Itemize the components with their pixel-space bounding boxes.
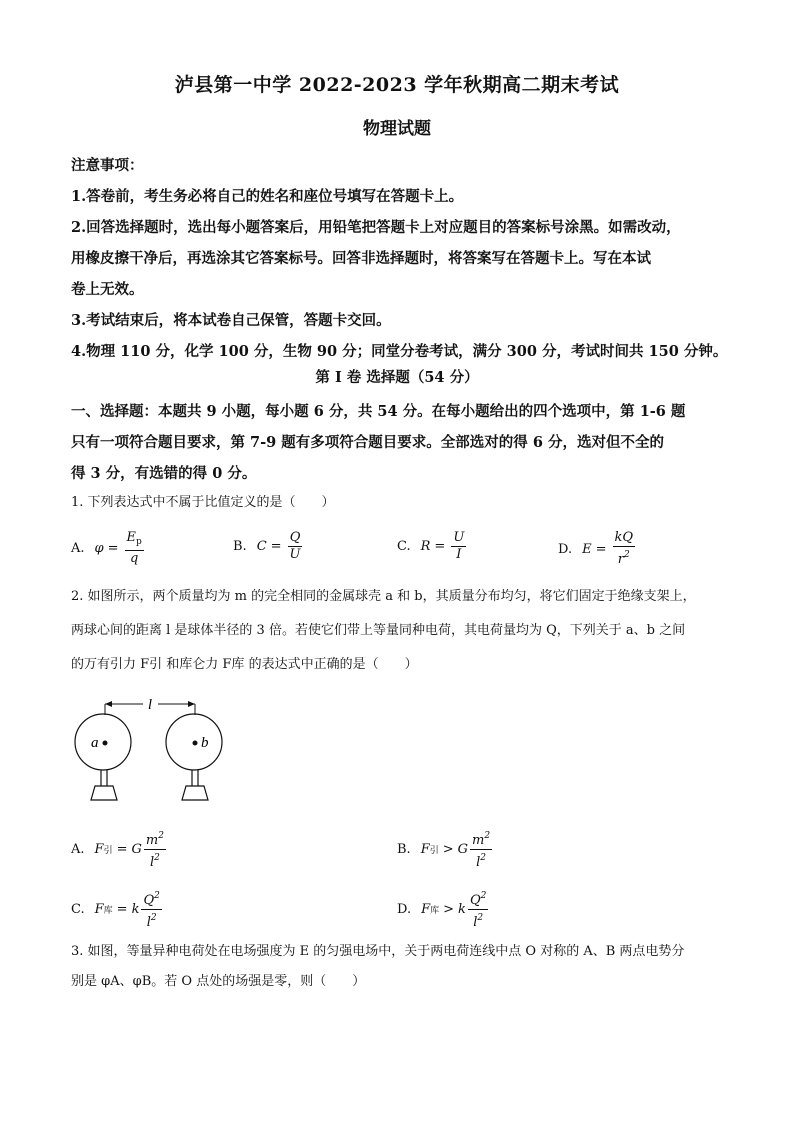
- q1-option-a[interactable]: A. φ = $\frac{E_p}{q}$: [71, 530, 142, 566]
- fraction: $\frac{kQ}{r^2}$: [614, 530, 634, 567]
- stand-a: [91, 786, 117, 800]
- notes-line: 1.答卷前，考生务必将自己的姓名和座位号填写在答题卡上。: [71, 188, 464, 205]
- q2-option-c[interactable]: C. F 库 = k $\frac{Q^2}{l^2}$: [71, 888, 164, 931]
- label-l: l: [147, 697, 153, 713]
- section-title: 第 I 卷 选择题（54 分）: [315, 369, 479, 386]
- arrow-left-icon: [105, 701, 112, 707]
- arrow-right-icon: [188, 701, 195, 707]
- fraction: $\frac{Q^2}{l^2}$: [468, 888, 488, 931]
- two-spheres-figure: [70, 690, 230, 805]
- section-instructions: [71, 396, 731, 489]
- q2-stem-line: 的万有引力 F引 和库仑力 F库 的表达式中正确的是（ ）: [71, 657, 418, 672]
- notes-line: 卷上无效。: [71, 281, 144, 298]
- label-b: b: [201, 735, 209, 751]
- q3-stem-line: 3. 如图，等量异种电荷处在电场强度为 E 的匀强电场中，关于两电荷连线中点 O 对称的 A、B 两点电势分: [71, 944, 685, 959]
- instruction-line: 只有一项符合题目要求，第 7-9 题有多项符合题目要求。全部选对的得 6 分，选对但不全的: [71, 434, 664, 451]
- q2-option-a[interactable]: A. F 引 = G $\frac{m^2}{l^2}$: [71, 828, 168, 871]
- q1-option-c[interactable]: C. R = $\frac{U}{I}$: [397, 530, 465, 562]
- fraction: $\frac{E_p}{q}$: [126, 530, 142, 566]
- q2-stem-line: 2. 如图所示，两个质量均为 m 的完全相同的金属球壳 a 和 b，其质量分布均匀，将它们固定于绝缘支架上，: [71, 589, 696, 604]
- q1-stem: 1. 下列表达式中不属于比值定义的是（ ）: [71, 495, 335, 510]
- instruction-line: 得 3 分，有选错的得 0 分。: [71, 465, 257, 482]
- fraction: $\frac{U}{I}$: [453, 530, 465, 562]
- notes-heading: 注意事项：: [71, 157, 144, 174]
- fraction: $\frac{Q}{U}$: [289, 530, 301, 562]
- page-subtitle: 物理试题: [363, 119, 431, 139]
- notes-line: 4.物理 110 分，化学 100 分，生物 90 分；同堂分卷考试，满分 300 分，考试时间共 150 分钟。: [71, 343, 728, 360]
- notes-block: [71, 150, 731, 367]
- instruction-line: 一、选择题：本题共 9 小题，每小题 6 分，共 54 分。在每小题给出的四个选项中，第 1-6 题: [71, 403, 686, 420]
- fraction: $\frac{m^2}{l^2}$: [470, 828, 492, 871]
- q3-stem-line: 别是 φA、φB。若 O 点处的场强是零，则（ ）: [71, 974, 366, 989]
- page-title: 泸县第一中学 2022-2023 学年秋期高二期末考试: [174, 74, 620, 96]
- notes-line: 用橡皮擦干净后，再选涂其它答案标号。回答非选择题时，将答案写在答题卡上。写在本试: [71, 250, 651, 267]
- notes-line: 2.回答选择题时，选出每小题答案后，用铅笔把答题卡上对应题目的答案标号涂黑。如需改动，: [71, 219, 681, 236]
- q2-stem-line: 两球心间的距离 l 是球体半径的 3 倍。若使它们带上等量同种电荷，其电荷量均为 Q，下列关于 a、b 之间: [71, 623, 686, 638]
- stand-b: [182, 786, 208, 800]
- center-b: [193, 741, 198, 746]
- q2-option-b[interactable]: B. F 引 > G $\frac{m^2}{l^2}$: [397, 828, 494, 871]
- q2-option-d[interactable]: D. F 库 > k $\frac{Q^2}{l^2}$: [397, 888, 490, 931]
- fraction: $\frac{Q^2}{l^2}$: [141, 888, 161, 931]
- label-a: a: [91, 735, 99, 751]
- center-a: [103, 741, 108, 746]
- q1-option-d[interactable]: D. E = $\frac{kQ}{r^2}$: [558, 530, 634, 567]
- q1-option-b[interactable]: B. C = $\frac{Q}{U}$: [233, 530, 301, 562]
- fraction: $\frac{m^2}{l^2}$: [144, 828, 166, 871]
- notes-line: 3.考试结束后，将本试卷自己保管，答题卡交回。: [71, 312, 391, 329]
